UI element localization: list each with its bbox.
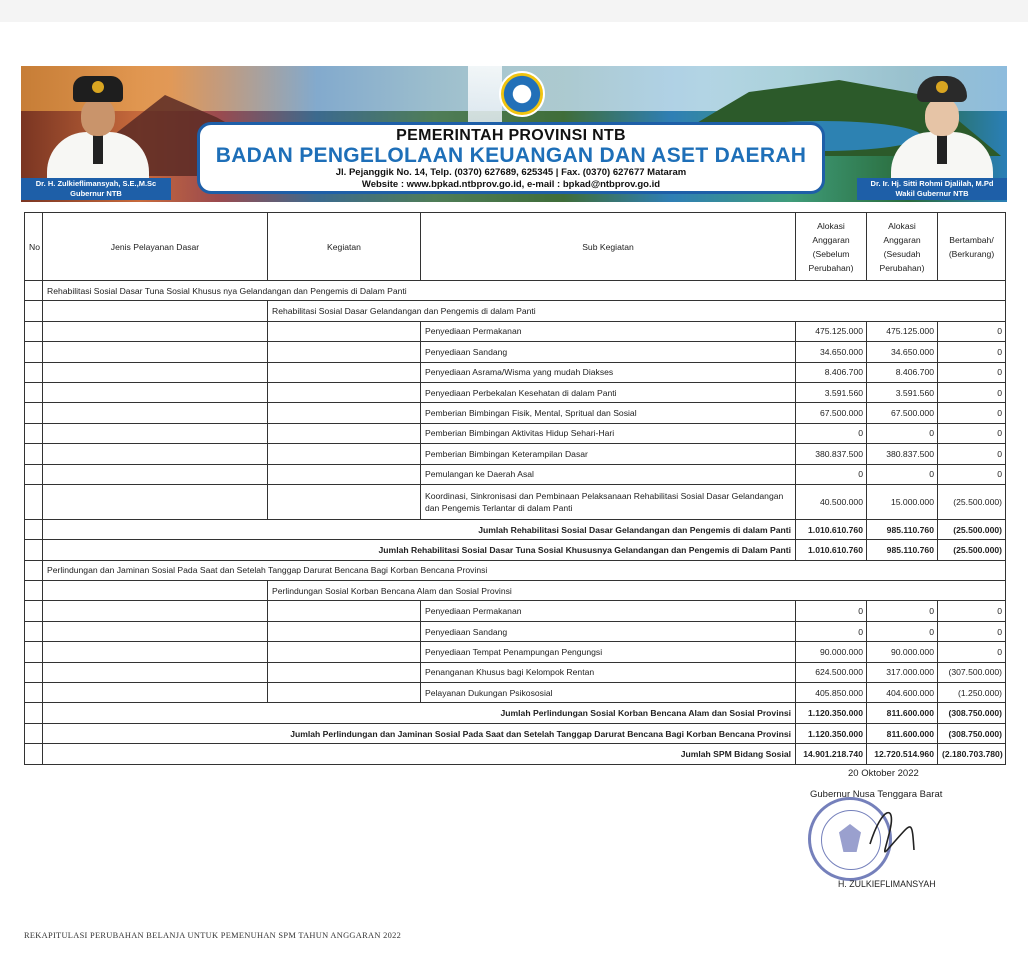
cell-selisih: (25.500.000) <box>938 484 1006 519</box>
grand-selisih: (2.180.703.780) <box>938 744 1006 764</box>
cell-sebelum: 405.850.000 <box>796 683 867 703</box>
cell-no <box>25 621 43 641</box>
subtotal-sesudah: 811.600.000 <box>867 703 938 723</box>
cell-selisih: 0 <box>938 342 1006 362</box>
table-row <box>25 301 1006 321</box>
cell-no <box>25 601 43 621</box>
cell-sesudah: 34.650.000 <box>867 342 938 362</box>
vice-governor-caption <box>857 178 1007 200</box>
sub-kegiatan-row <box>25 484 1006 519</box>
subtotal-label: Jumlah Perlindungan Sosial Korban Bencana Alam dan Sosial Provinsi <box>43 703 796 723</box>
cell-kegiatan <box>268 423 421 443</box>
cell-selisih: (1.250.000) <box>938 683 1006 703</box>
cell-selisih: (307.500.000) <box>938 662 1006 682</box>
total-sebelum: 1.010.610.760 <box>796 540 867 560</box>
cell-selisih: 0 <box>938 403 1006 423</box>
total-sesudah: 985.110.760 <box>867 540 938 560</box>
cell-sebelum: 0 <box>796 423 867 443</box>
subtotal-selisih: (308.750.000) <box>938 703 1006 723</box>
cell-sesudah: 0 <box>867 464 938 484</box>
cell-no <box>25 321 43 341</box>
table-row <box>25 560 1006 580</box>
cell-sub-kegiatan: Penanganan Khusus bagi Kelompok Rentan <box>421 662 796 682</box>
subtotal-row <box>25 703 1006 723</box>
cell-kegiatan <box>268 342 421 362</box>
col-kegiatan: Kegiatan <box>268 213 421 281</box>
cell-sub-kegiatan: Penyediaan Sandang <box>421 621 796 641</box>
grand-total-row <box>25 744 1006 764</box>
cell-sub-kegiatan: Penyediaan Asrama/Wisma yang mudah Diakses <box>421 362 796 382</box>
cell-sub-kegiatan: Pemberian Bimbingan Keterampilan Dasar <box>421 444 796 464</box>
cell-sesudah: 0 <box>867 621 938 641</box>
cell-jenis <box>43 683 268 703</box>
cell-sebelum: 90.000.000 <box>796 642 867 662</box>
subtotal-sesudah: 985.110.760 <box>867 519 938 539</box>
col-sub-kegiatan: Sub Kegiatan <box>421 213 796 281</box>
cell-sebelum: 0 <box>796 601 867 621</box>
cell-no <box>25 484 43 519</box>
spm-budget-table <box>24 212 1006 765</box>
cell-kegiatan <box>268 362 421 382</box>
cell-sesudah: 475.125.000 <box>867 321 938 341</box>
jenis-pelayanan-2: Perlindungan dan Jaminan Sosial Pada Saat dan Setelah Tanggap Darurat Bencana Bagi Korban Bencana Provinsi <box>43 560 1006 580</box>
cell-sebelum: 0 <box>796 621 867 641</box>
sub-kegiatan-row <box>25 683 1006 703</box>
cell-sesudah: 90.000.000 <box>867 642 938 662</box>
cell-sub-kegiatan: Pelayanan Dukungan Psikososial <box>421 683 796 703</box>
grand-total-label: Jumlah SPM Bidang Sosial <box>43 744 796 764</box>
table-row <box>25 281 1006 301</box>
subtotal-selisih: (25.500.000) <box>938 519 1006 539</box>
cell-no <box>25 662 43 682</box>
cell-no <box>25 642 43 662</box>
cell-kegiatan <box>268 444 421 464</box>
cell-selisih: 0 <box>938 362 1006 382</box>
governor-name: Dr. H. Zulkieflimansyah, S.E.,M.Sc <box>35 179 157 188</box>
cell-selisih: 0 <box>938 464 1006 484</box>
subtotal-label: Jumlah Rehabilitasi Sosial Dasar Gelandangan dan Pengemis di dalam Panti <box>43 519 796 539</box>
subtotal-sebelum: 1.010.610.760 <box>796 519 867 539</box>
cell-sebelum: 34.650.000 <box>796 342 867 362</box>
sub-kegiatan-row <box>25 464 1006 484</box>
cell-sesudah: 0 <box>867 601 938 621</box>
col-no: No <box>25 213 43 281</box>
sub-kegiatan-row <box>25 321 1006 341</box>
total-label: Jumlah Rehabilitasi Sosial Dasar Tuna Sosial Khususnya Gelandangan dan Pengemis di Dalam Panti <box>43 540 796 560</box>
signature-name: H. ZULKIEFLIMANSYAH <box>838 879 936 889</box>
sub-kegiatan-row <box>25 444 1006 464</box>
sub-kegiatan-row <box>25 403 1006 423</box>
cell-sebelum: 8.406.700 <box>796 362 867 382</box>
total-row <box>25 540 1006 560</box>
cell-jenis <box>43 382 268 402</box>
cell-kegiatan <box>268 321 421 341</box>
cell-no <box>25 382 43 402</box>
cell-sesudah: 404.600.000 <box>867 683 938 703</box>
cell-sebelum: 67.500.000 <box>796 403 867 423</box>
sub-kegiatan-row <box>25 423 1006 443</box>
cell-sebelum: 624.500.000 <box>796 662 867 682</box>
agency-title-box <box>197 122 825 194</box>
cell-no <box>25 683 43 703</box>
total-sebelum: 1.120.350.000 <box>796 723 867 743</box>
governor-caption <box>21 178 171 200</box>
government-title: PEMERINTAH PROVINSI NTB <box>396 127 626 144</box>
cell-sub-kegiatan: Penyediaan Permakanan <box>421 601 796 621</box>
cell-kegiatan <box>268 484 421 519</box>
total-row <box>25 723 1006 743</box>
cell-sub-kegiatan: Pemberian Bimbingan Aktivitas Hidup Sehari-Hari <box>421 423 796 443</box>
sub-kegiatan-row <box>25 382 1006 402</box>
cell-kegiatan <box>268 403 421 423</box>
cell-sesudah: 380.837.500 <box>867 444 938 464</box>
subtotal-row <box>25 519 1006 539</box>
cell-sub-kegiatan: Penyediaan Sandang <box>421 342 796 362</box>
vice-governor-photo <box>887 72 997 180</box>
cell-sesudah: 8.406.700 <box>867 362 938 382</box>
vice-governor-name: Dr. Ir. Hj. Sitti Rohmi Djalilah, M.Pd <box>870 179 994 188</box>
signature-date: 20 Oktober 2022 <box>848 768 919 779</box>
vice-governor-title: Wakil Gubernur NTB <box>895 189 969 198</box>
subtotal-sebelum: 1.120.350.000 <box>796 703 867 723</box>
cell-sub-kegiatan: Penyediaan Permakanan <box>421 321 796 341</box>
table-header-row <box>25 213 1006 281</box>
kegiatan-2: Perlindungan Sosial Korban Bencana Alam dan Sosial Provinsi <box>268 581 1006 601</box>
cell-kegiatan <box>268 642 421 662</box>
cell-no <box>25 362 43 382</box>
agency-address: Jl. Pejanggik No. 14, Telp. (0370) 627689, 625345 | Fax. (0370) 627677 Mataram <box>335 167 687 178</box>
cell-sebelum: 40.500.000 <box>796 484 867 519</box>
kegiatan-1: Rehabilitasi Sosial Dasar Gelandangan dan Pengemis di dalam Panti <box>268 301 1006 321</box>
sub-kegiatan-row <box>25 621 1006 641</box>
cell-jenis <box>43 342 268 362</box>
cell-selisih: 0 <box>938 444 1006 464</box>
cell-jenis <box>43 621 268 641</box>
cell-sebelum: 0 <box>796 464 867 484</box>
cell-sebelum: 3.591.560 <box>796 382 867 402</box>
sub-kegiatan-row <box>25 662 1006 682</box>
sub-kegiatan-row <box>25 601 1006 621</box>
cell-sesudah: 15.000.000 <box>867 484 938 519</box>
cell-jenis <box>43 362 268 382</box>
cell-kegiatan <box>268 621 421 641</box>
cell-sebelum: 475.125.000 <box>796 321 867 341</box>
cell-sub-kegiatan: Pemberian Bimbingan Fisik, Mental, Spritual dan Sosial <box>421 403 796 423</box>
cell-no <box>25 464 43 484</box>
ntb-logo-icon <box>499 71 545 117</box>
cell-selisih: 0 <box>938 642 1006 662</box>
agency-title: BADAN PENGELOLAAN KEUANGAN DAN ASET DAERAH <box>215 144 807 167</box>
cell-selisih: 0 <box>938 601 1006 621</box>
cell-jenis <box>43 423 268 443</box>
signature-title: Gubernur Nusa Tenggara Barat <box>810 789 943 800</box>
cell-no <box>25 403 43 423</box>
cell-sesudah: 317.000.000 <box>867 662 938 682</box>
col-jenis: Jenis Pelayanan Dasar <box>43 213 268 281</box>
grand-sesudah: 12.720.514.960 <box>867 744 938 764</box>
cell-kegiatan <box>268 601 421 621</box>
cell-jenis <box>43 444 268 464</box>
total-sesudah: 811.600.000 <box>867 723 938 743</box>
cell-sebelum: 380.837.500 <box>796 444 867 464</box>
top-strip <box>0 0 1028 22</box>
col-sebelum: Alokasi Anggaran (Sebelum Perubahan) <box>796 213 867 281</box>
cell-kegiatan <box>268 464 421 484</box>
sub-kegiatan-row <box>25 642 1006 662</box>
total-label: Jumlah Perlindungan dan Jaminan Sosial Pada Saat dan Setelah Tanggap Darurat Bencana Bagi Korban Bencana Provinsi <box>43 723 796 743</box>
grand-sebelum: 14.901.218.740 <box>796 744 867 764</box>
cell-sesudah: 67.500.000 <box>867 403 938 423</box>
cell-kegiatan <box>268 683 421 703</box>
cell-jenis <box>43 464 268 484</box>
cell-sesudah: 0 <box>867 423 938 443</box>
governor-photo <box>43 72 153 180</box>
cell-sesudah: 3.591.560 <box>867 382 938 402</box>
cell-sub-kegiatan: Penyediaan Tempat Penampungan Pengungsi <box>421 642 796 662</box>
cell-sub-kegiatan: Pemulangan ke Daerah Asal <box>421 464 796 484</box>
cell-selisih: 0 <box>938 423 1006 443</box>
document-footer: REKAPITULASI PERUBAHAN BELANJA UNTUK PEMENUHAN SPM TAHUN ANGGARAN 2022 <box>24 931 402 940</box>
cell-no <box>25 342 43 362</box>
sub-kegiatan-row <box>25 342 1006 362</box>
cell-jenis <box>43 642 268 662</box>
cell-jenis <box>43 662 268 682</box>
total-selisih: (308.750.000) <box>938 723 1006 743</box>
cell-jenis <box>43 484 268 519</box>
cell-kegiatan <box>268 382 421 402</box>
cell-jenis <box>43 403 268 423</box>
cell-sub-kegiatan: Penyediaan Perbekalan Kesehatan di dalam Panti <box>421 382 796 402</box>
agency-website: Website : www.bpkad.ntbprov.go.id, e-mail : bpkad@ntbprov.go.id <box>361 179 661 190</box>
cell-selisih: 0 <box>938 621 1006 641</box>
cell-sub-kegiatan: Koordinasi, Sinkronisasi dan Pembinaan Pelaksanaan Rehabilitasi Sosial Dasar Gelandangan dan Pengemis Terlantar di dalam Panti <box>421 484 796 519</box>
handwritten-signature <box>862 800 922 860</box>
cell-jenis <box>43 321 268 341</box>
col-selisih: Bertambah/ (Berkurang) <box>938 213 1006 281</box>
sub-kegiatan-row <box>25 362 1006 382</box>
total-selisih: (25.500.000) <box>938 540 1006 560</box>
governor-title: Gubernur NTB <box>70 189 122 198</box>
cell-no <box>25 444 43 464</box>
header-banner <box>21 66 1007 202</box>
cell-kegiatan <box>268 662 421 682</box>
cell-selisih: 0 <box>938 321 1006 341</box>
table-row <box>25 581 1006 601</box>
cell-selisih: 0 <box>938 382 1006 402</box>
col-sesudah: Alokasi Anggaran (Sesudah Perubahan) <box>867 213 938 281</box>
jenis-pelayanan-1: Rehabilitasi Sosial Dasar Tuna Sosial Khusus nya Gelandangan dan Pengemis di Dalam Panti <box>43 281 1006 301</box>
cell-jenis <box>43 601 268 621</box>
cell-no <box>25 423 43 443</box>
